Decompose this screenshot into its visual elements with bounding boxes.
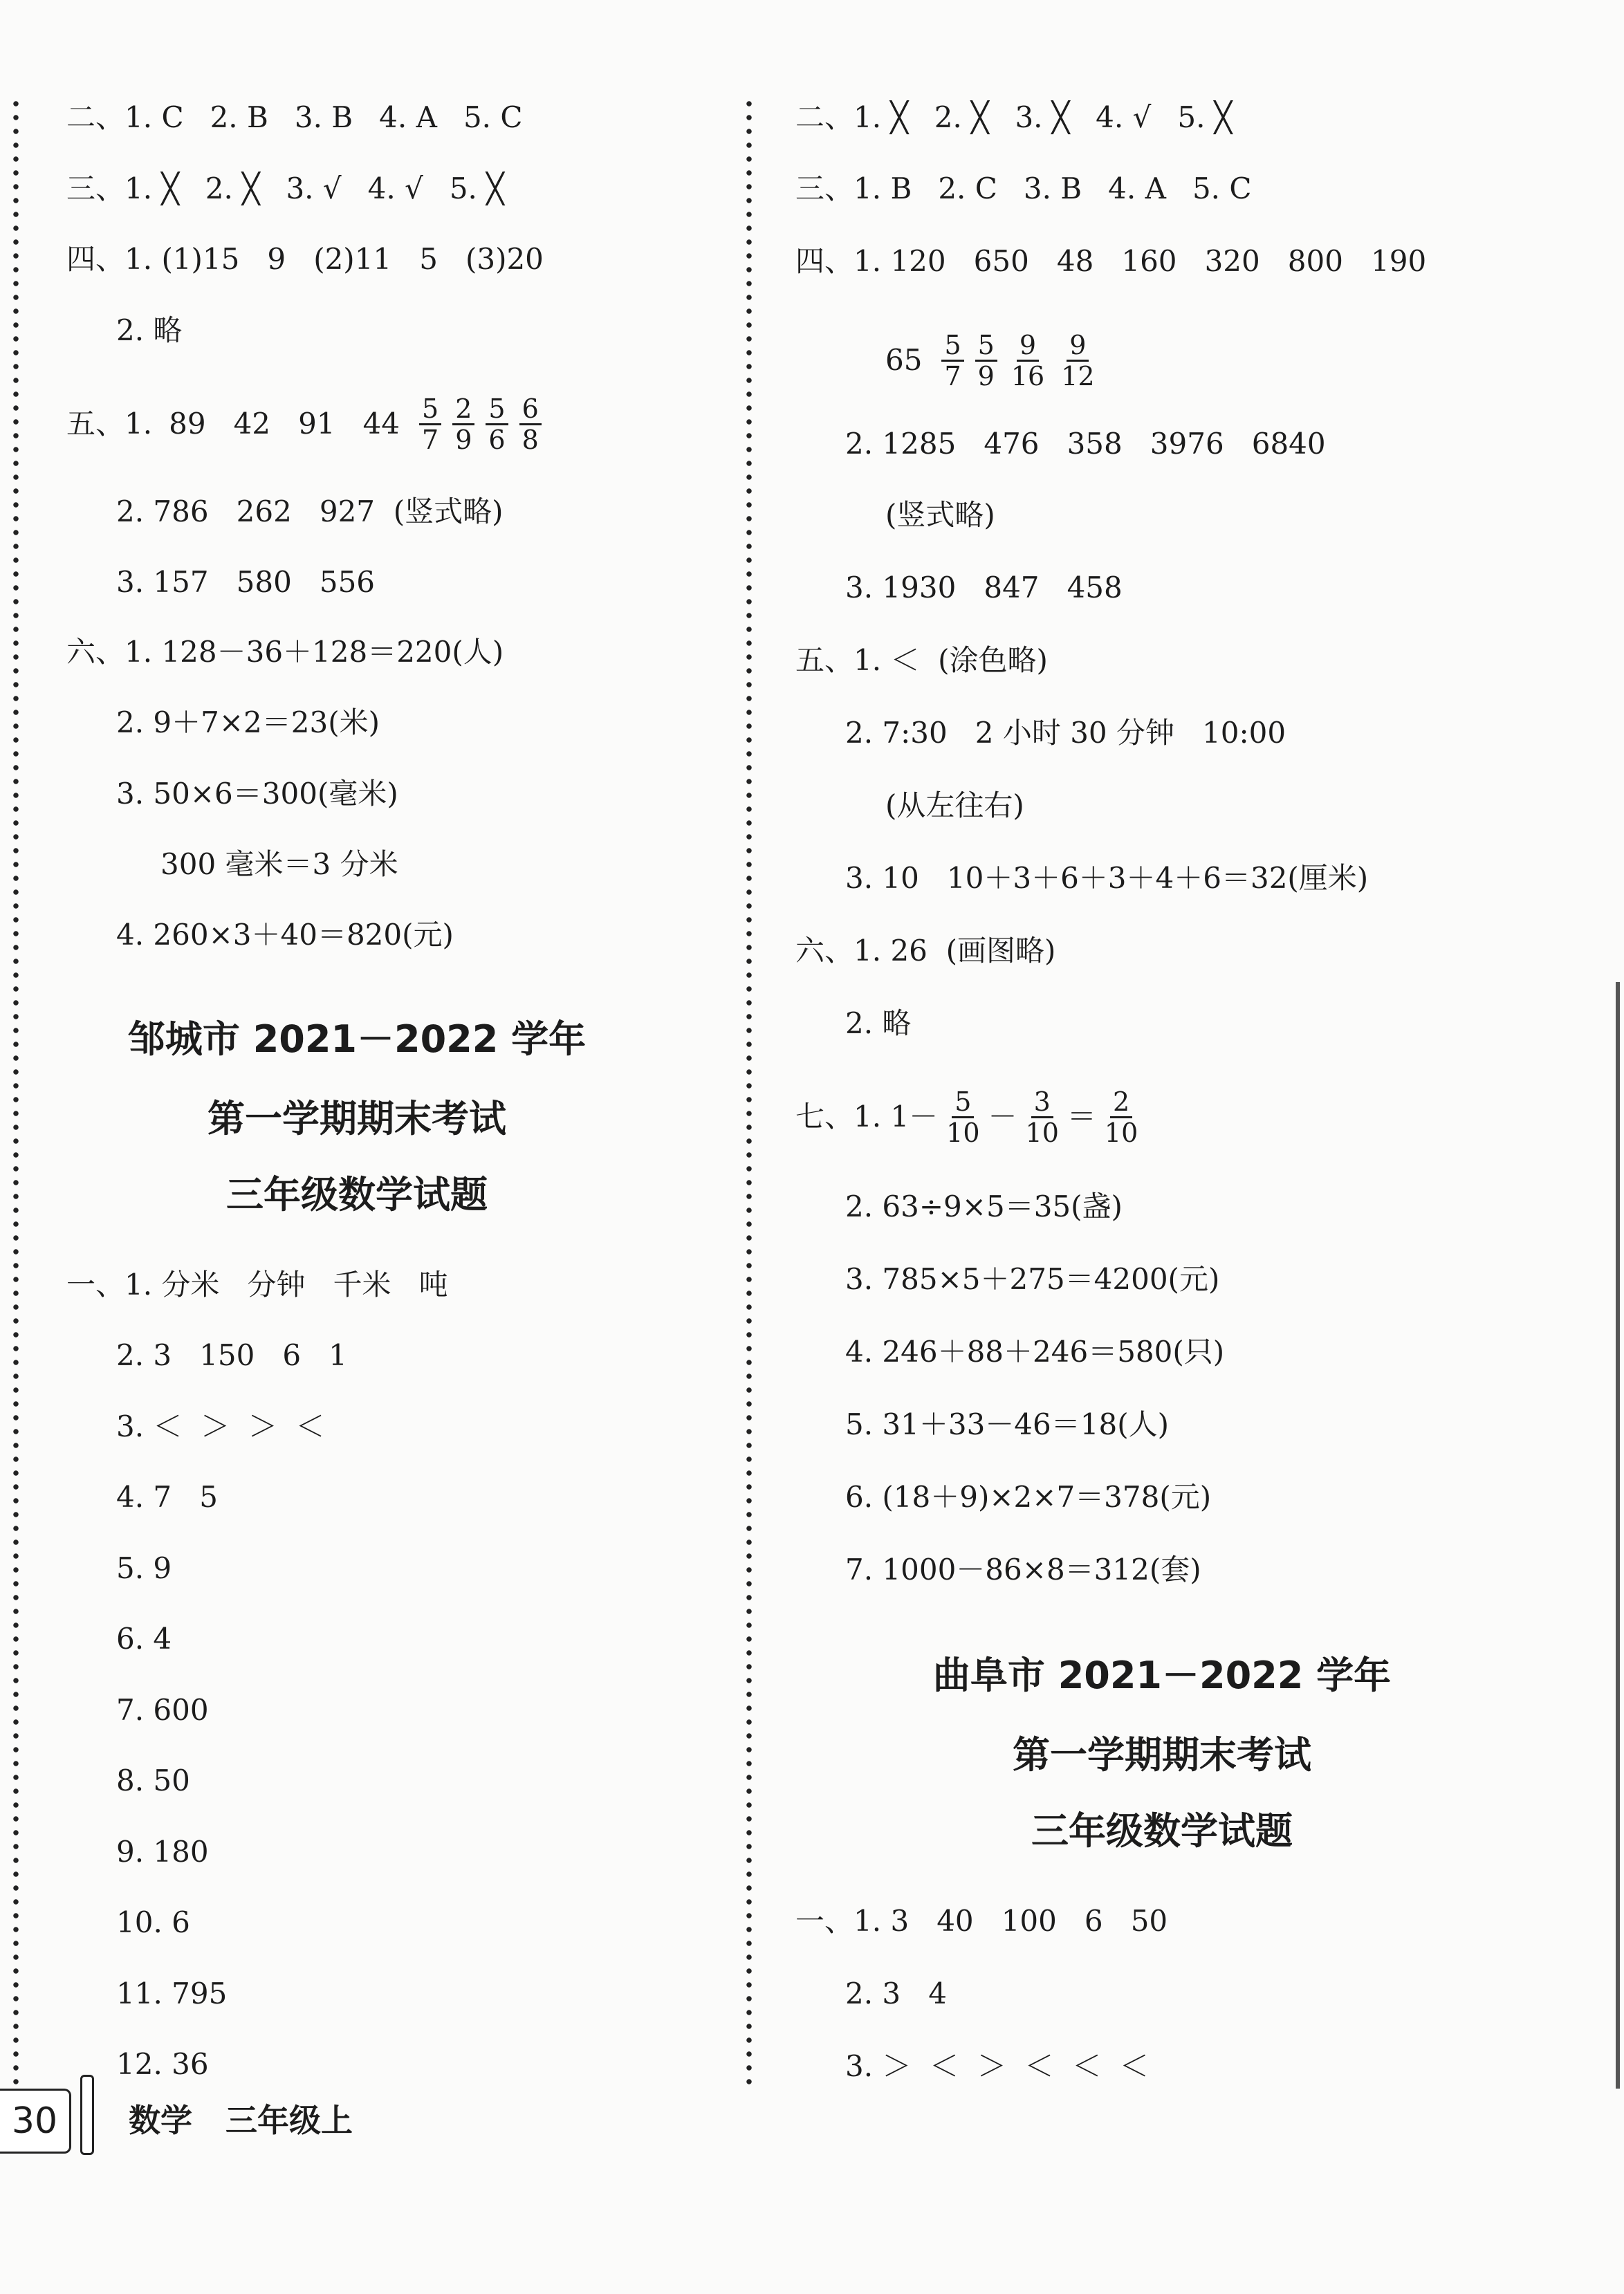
answer: 5. C [463,100,523,134]
fraction: $\frac{2}{10}$ [1104,1086,1138,1148]
fraction: $\frac{6}{8}$ [519,394,542,454]
answer-value: 65 [885,343,923,377]
section-label: 七、 [795,1100,854,1134]
answer: 1. C [124,100,184,134]
left-exam1-q6: 6. 4 [116,1622,172,1656]
right-part5-q1 [795,640,1048,681]
left-exam1-q11: 11. 795 [116,1977,228,2010]
exam-title-line2: 第一学期期末考试 [1013,1733,1311,1777]
answer: 5. ╳ [449,172,504,205]
fraction: $\frac{3}{10}$ [1025,1086,1059,1148]
left-binding-dots [12,97,19,2089]
fraction: $\frac{5}{10}$ [946,1086,980,1148]
right-exam2-q2: 2. 3 4 [845,1977,947,2010]
answer: 1. 3 40 100 6 50 [853,1904,1168,1938]
answer: 2. ╳ [934,100,989,134]
section-label: 四、 [795,244,854,278]
left-exam1-q9: 9. 180 [116,1835,209,1869]
left-exam1-q2: 2. 3 150 6 1 [116,1338,347,1372]
answer: 1. ╳ [853,100,908,134]
exam-title-line1: 邹城市 2021－2022 学年 [127,1017,587,1061]
left-part5-q3: 3. 157 580 556 [116,565,376,599]
fraction: $\frac{2}{9}$ [452,394,474,454]
left-part4-q1 [66,239,544,280]
answer: 3. B [294,100,353,134]
right-part7-q7: 7. 1000－86×8＝312(套) [845,1553,1201,1587]
section-label: 一、 [795,1904,854,1938]
right-part6-q1 [795,930,1055,972]
operator: － [988,1100,1017,1134]
left-exam1-q3: 3. ＜ ＞ ＞ ＜ [116,1409,325,1443]
answer: 1. ＜ (涂色略) [853,643,1048,677]
left-exam1-q7: 7. 600 [116,1693,209,1727]
left-part6-q1 [66,631,504,673]
answer: 2. B [210,100,268,134]
left-part2 [66,97,523,138]
right-exam2-q1 [795,1900,1168,1942]
right-part7-q2: 2. 63÷9×5＝35(盏) [845,1190,1123,1223]
right-part4-q1 [795,241,1426,282]
right-part7-q5: 5. 31＋33－46＝18(人) [845,1407,1169,1441]
right-part5-q2b: (从左往右) [885,788,1024,822]
left-part4-q2: 2. 略 [116,313,183,347]
left-part6-q3b: 300 毫米＝3 分米 [160,847,398,881]
right-part4-q2b: (竖式略) [885,498,995,532]
right-part7-q4: 4. 246＋88＋246＝580(只) [845,1335,1225,1369]
answer: 4. A [379,100,437,134]
answer: 1. 120 650 48 160 320 800 190 [853,244,1427,278]
answer: 5. C [1192,172,1252,205]
left-exam1-q12: 12. 36 [116,2047,209,2081]
fraction: $\frac{5}{6}$ [486,394,508,454]
section-label: 五、 [66,407,125,441]
section-label: 二、 [66,100,125,134]
answer: 2. ╳ [205,172,260,205]
exam-title-line3: 三年级数学试题 [1031,1809,1293,1853]
answer: 5. ╳ [1177,100,1233,134]
answer: 1. ╳ [124,172,179,205]
section-label: 六、 [66,635,125,669]
right-part4-q2: 2. 1285 476 358 3976 6840 [845,427,1326,461]
answer: 1. B [853,172,912,205]
answer: 2. C [938,172,997,205]
right-part5-q2: 2. 7:30 2 小时 30 分钟 10:00 [845,716,1286,750]
exam-title-line1: 曲阜市 2021－2022 学年 [932,1654,1392,1697]
exam-title-line2: 第一学期期末考试 [207,1097,506,1140]
page-tab-decoration [80,2075,94,2155]
fraction: $\frac{5}{7}$ [941,331,963,391]
answer: 3. B [1023,172,1082,205]
right-part7-q3: 3. 785×5＋275＝4200(元) [845,1262,1220,1296]
left-part6-q3a: 3. 50×6＝300(毫米) [116,777,398,811]
book-title: 数学 三年级上 [129,2102,353,2139]
right-part4-q1-line2 [885,329,1103,391]
left-exam1-q10: 10. 6 [116,1905,190,1939]
answer: 4. A [1108,172,1166,205]
answer: 3. ╳ [1015,100,1070,134]
right-part6-q2: 2. 略 [845,1006,912,1040]
section-label: 四、 [66,242,125,276]
answer: 1. 分米 分钟 千米 吨 [124,1268,448,1302]
page-number: 30 [0,2089,71,2154]
section-label: 六、 [795,934,854,968]
center-binding-dots [746,97,753,2089]
fraction: $\frac{5}{9}$ [975,331,997,391]
right-part7-q6: 6. (18＋9)×2×7＝378(元) [845,1480,1212,1514]
right-part3 [795,168,1252,210]
left-exam1-q1 [66,1264,448,1306]
answer: 1. (1)15 9 (2)11 5 (3)20 [124,242,544,276]
section-label: 五、 [795,643,854,677]
left-exam1-q8: 8. 50 [116,1764,190,1797]
answer: 4. √ [1096,100,1152,134]
left-part6-q4: 4. 260×3＋40＝820(元) [116,918,454,952]
left-part5-q2: 2. 786 262 927 (竖式略) [116,494,504,528]
answer: 1. 128－36＋128＝220(人) [124,635,504,669]
right-part7-q1 [795,1086,1146,1148]
left-exam1-q4: 4. 7 5 [116,1480,218,1514]
answer: 4. √ [367,172,423,205]
section-label: 二、 [795,100,854,134]
left-part5-q1 [66,393,547,455]
fraction: $\frac{9}{16}$ [1011,329,1045,391]
answer: 3. √ [286,172,342,205]
right-part5-q3: 3. 10 10＋3＋6＋3＋4＋6＝32(厘米) [845,861,1369,895]
fraction: $\frac{9}{12}$ [1061,329,1095,391]
answer-prefix: 1. 1－ [853,1100,939,1134]
left-part6-q2: 2. 9＋7×2＝23(米) [116,705,380,739]
answer-values: 89 42 91 44 [169,407,400,441]
left-exam1-q5: 5. 9 [116,1551,172,1585]
exam-title-line3: 三年级数学试题 [226,1173,488,1217]
fraction: $\frac{5}{7}$ [419,394,441,454]
scan-edge-mark [1616,982,1620,2089]
right-part4-q3: 3. 1930 847 458 [845,571,1123,604]
operator: ＝ [1067,1100,1096,1134]
section-label: 一、 [66,1268,125,1302]
right-exam2-q3: 3. ＞ ＜ ＞ ＜ ＜ ＜ [845,2049,1149,2083]
right-part2 [795,97,1232,138]
section-label: 三、 [795,172,854,205]
left-part3 [66,168,504,210]
answer: 1. 26 (画图略) [853,934,1056,968]
section-label: 三、 [66,172,125,205]
answer-prefix: 1. [124,407,153,441]
